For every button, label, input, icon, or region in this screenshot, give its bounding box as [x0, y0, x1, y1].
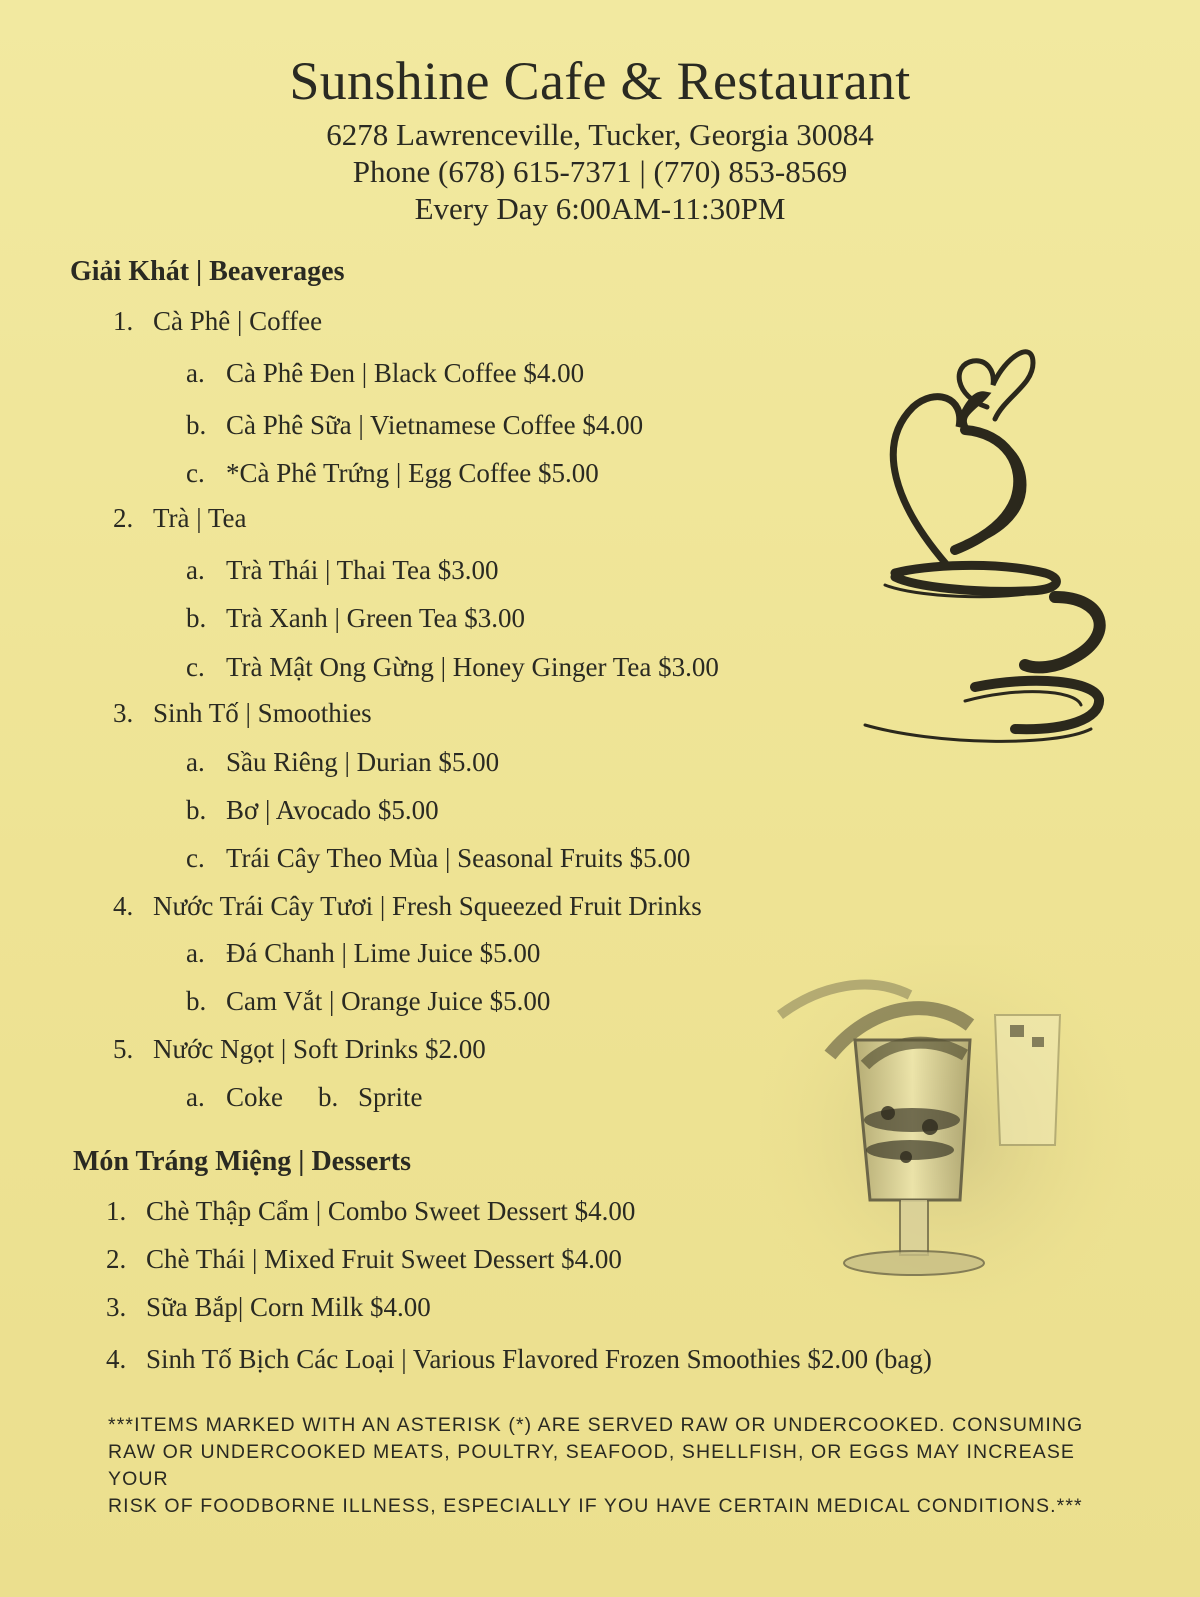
item-text: Trái Cây Theo Mùa | Seasonal Fruits $5.00: [226, 843, 691, 873]
list-marker: c.: [186, 458, 205, 488]
menu-item: [186, 410, 643, 441]
list-marker: a.: [186, 555, 205, 585]
beverages-section-title: Giải Khát | Beaverages: [70, 256, 345, 287]
raw-food-disclaimer: [108, 1412, 1108, 1520]
list-marker: b.: [186, 795, 207, 825]
phone-numbers: Phone (678) 615-7371 | (770) 853-8569: [352, 154, 848, 189]
list-marker: 4.: [113, 891, 134, 921]
item-text: Sinh Tố Bịch Các Loại | Various Flavored Frozen Smoothies $2.00 (bag): [146, 1344, 932, 1374]
item-text: Chè Thái | Mixed Fruit Sweet Dessert $4.00: [146, 1244, 622, 1274]
item-text: Sprite: [358, 1082, 423, 1112]
dessert-item: [106, 1196, 635, 1227]
list-marker: c.: [186, 843, 205, 873]
list-marker: 5.: [113, 1034, 134, 1064]
desserts-section-title: Món Tráng Miệng | Desserts: [73, 1146, 411, 1177]
coffee-cup-hearts-icon: [855, 335, 1125, 765]
menu-item: [186, 603, 525, 634]
item-text: Trà Xanh | Green Tea $3.00: [226, 603, 525, 633]
group-label: Sinh Tố | Smoothies: [153, 698, 372, 728]
item-text: Coke: [226, 1082, 283, 1112]
restaurant-name: Sunshine Cafe & Restaurant: [289, 51, 911, 111]
list-marker: a.: [186, 1082, 205, 1112]
menu-item: [186, 747, 499, 778]
item-text: Cà Phê Sữa | Vietnamese Coffee $4.00: [226, 410, 644, 440]
group-label: Nước Ngọt | Soft Drinks $2.00: [153, 1034, 486, 1064]
disclaimer-line: RISK OF FOODBORNE ILLNESS, ESPECIALLY IF YOU HAVE CERTAIN MEDICAL CONDITIONS.***: [108, 1495, 1083, 1517]
menu-item: [186, 938, 540, 969]
list-marker: a.: [186, 747, 205, 777]
menu-item: [186, 795, 439, 826]
beverage-group-coffee: [113, 306, 322, 337]
list-marker: 3.: [106, 1292, 127, 1322]
list-marker: b.: [186, 986, 207, 1016]
beverage-group-fruit-drinks: [113, 891, 702, 922]
beverage-group-smoothies: [113, 698, 372, 729]
disclaimer-line: ***ITEMS MARKED WITH AN ASTERISK (*) ARE SERVED RAW OR UNDERCOOKED. CONSUMING: [108, 1414, 1084, 1436]
menu-item: [186, 986, 550, 1017]
opening-hours: Every Day 6:00AM-11:30PM: [414, 191, 786, 226]
list-marker: 2.: [106, 1244, 127, 1274]
item-text: Trà Mật Ong Gừng | Honey Ginger Tea $3.00: [226, 652, 719, 682]
list-marker: 1.: [106, 1196, 127, 1226]
list-marker: b.: [186, 410, 207, 440]
address: 6278 Lawrenceville, Tucker, Georgia 30084: [326, 117, 874, 152]
list-marker: 4.: [106, 1344, 127, 1374]
dessert-item: [106, 1244, 622, 1275]
disclaimer-line: RAW OR UNDERCOOKED MEATS, POULTRY, SEAFOOD, SHELLFISH, OR EGGS MAY INCREASE YOUR: [108, 1441, 1076, 1490]
dessert-item: [106, 1292, 431, 1323]
menu-item: [186, 458, 599, 489]
menu-item: [186, 555, 499, 586]
list-marker: a.: [186, 938, 205, 968]
dessert-item: [106, 1344, 932, 1375]
menu-item: [186, 652, 719, 683]
item-text: Chè Thập Cẩm | Combo Sweet Dessert $4.00: [146, 1196, 636, 1226]
item-text: Sầu Riêng | Durian $5.00: [226, 747, 500, 777]
menu-item-sprite: [318, 1082, 423, 1113]
beverage-group-tea: [113, 503, 247, 534]
item-text: Sữa Bắp| Corn Milk $4.00: [146, 1292, 431, 1322]
list-marker: c.: [186, 652, 205, 682]
menu-item: [186, 358, 584, 389]
list-marker: 1.: [113, 306, 134, 336]
group-label: Nước Trái Cây Tươi | Fresh Squeezed Fruit Drinks: [153, 891, 702, 921]
item-text: Trà Thái | Thai Tea $3.00: [226, 555, 499, 585]
item-text: *Cà Phê Trứng | Egg Coffee $5.00: [226, 458, 599, 488]
menu-item: [186, 843, 690, 874]
dessert-glass-image: [760, 945, 1130, 1325]
group-label: Trà | Tea: [153, 503, 247, 533]
item-text: Đá Chanh | Lime Juice $5.00: [226, 938, 541, 968]
list-marker: b.: [318, 1082, 339, 1112]
item-text: Bơ | Avocado $5.00: [226, 795, 439, 825]
list-marker: 2.: [113, 503, 134, 533]
list-marker: b.: [186, 603, 207, 633]
list-marker: 3.: [113, 698, 134, 728]
item-text: Cà Phê Đen | Black Coffee $4.00: [226, 358, 585, 388]
menu-header: [0, 46, 1200, 227]
beverage-group-soft-drinks: [113, 1034, 486, 1065]
list-marker: a.: [186, 358, 205, 388]
menu-item-coke: [186, 1082, 283, 1113]
group-label: Cà Phê | Coffee: [153, 306, 323, 336]
item-text: Cam Vắt | Orange Juice $5.00: [226, 986, 551, 1016]
